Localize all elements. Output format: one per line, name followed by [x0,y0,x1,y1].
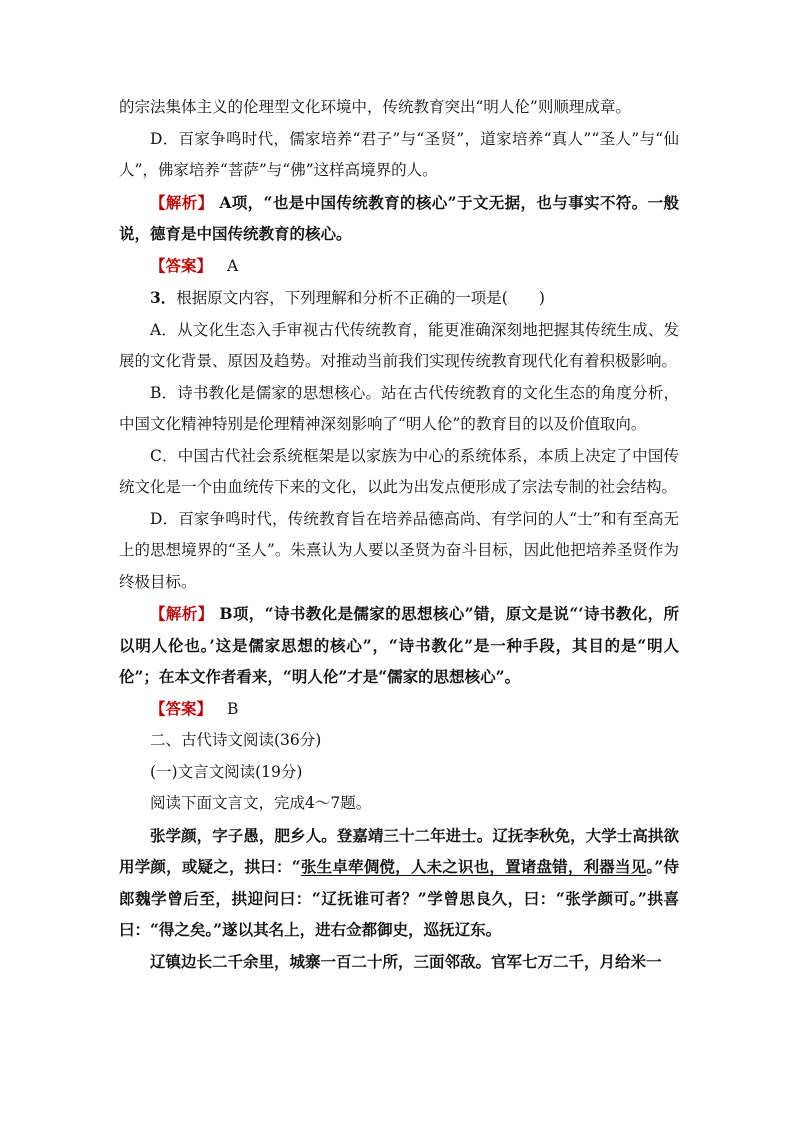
text-line: 的宗法集体主义的伦理型文化环境中，传统教育突出“明人伦”则顺理成章。 [119,98,631,116]
instruction: 阅读下面文言文，完成4～7题。 [150,794,372,812]
subsection-title: (一)文言文阅读(19分) [150,762,303,781]
underlined-sentence: 张生卓荦倜傥，人未之识也，置诸盘错，利器当见 [300,857,647,876]
analysis-q3 [119,598,679,693]
passage-text: 张学颜，字子愚，肥乡人。登嘉靖三十二年进士。辽抚李秋免，大学士高拱欲用学颜，或疑之，拱曰：“ [119,825,679,876]
section-2-title: 二、古代诗文阅读(36分) [150,731,322,749]
option-d-q2: D．百家争鸣时代，儒家培养“君子”与“圣贤”，道家培养“真人”“圣人”与“仙人”，佛家培养“菩萨”与“佛”这样高境界的人。 [119,129,679,179]
answer-value: A [226,256,239,275]
option-b-q3: B．诗书教化是儒家的思想核心。站在古代传统教育的文化生态的角度分析，中国文化精神特别是伦理精神深刻影响了“明人伦”的教育目的以及价值取向。 [119,383,679,433]
option-a-q3: A．从文化生态入手审视古代传统教育，能更准确深刻地把握其传统生成、发展的文化背景、原因及趋势。对推动当前我们实现传统教育现代化有着积极影响。 [119,320,679,370]
question-number: 3． [150,288,177,307]
passage-paragraph-2: 辽镇边长二千余里，城寨一百二十所，三面邻敌。官军七万二千，月给米一 [150,951,662,971]
answer-value: B [226,699,239,718]
analysis-tag: 【解析】 [150,192,214,212]
answer-tag: 【答案】 [150,698,213,718]
question-3-stem [119,282,679,315]
passage-paragraph-1 [119,820,679,946]
analysis-text: A项，“也是中国传统教育的核心”于文无据，也与事实不符。一般说，德育是中国传统教育的核心。 [119,192,679,243]
option-d-q3: D．百家争鸣时代，传统教育旨在培养品德高尚、有学问的人“士”和有至高无上的思想境界的“圣人”。朱熹认为人要以圣贤为奋斗目标，因此他把培养圣贤作为终极目标。 [119,509,679,591]
option-c-q3: C．中国古代社会系统框架是以家族为中心的系统体系，本质上决定了中国传统文化是一个由血统传下来的文化，以此为出发点便形成了宗法专制的社会结构。 [119,446,679,496]
analysis-text: B项，“诗书教化是儒家的思想核心”错，原文是说“‘诗书教化，所以明人伦也。’这是儒家思想的核心”，“诗书教化”是一种手段，其目的是“明人伦”；在本文作者看来，“明人伦”才是“儒家的思想核心”。 [119,604,679,686]
passage-text: 。”侍郎魏学曾后至，拱迎问曰：“辽抚谁可者？”学曾思良久，曰：“张学颜可。”拱喜曰：“得之矣。”遂以其名上，进右佥都御史，巡抚辽东。 [119,857,679,939]
analysis-q2 [119,187,679,250]
question-text: 根据原文内容，下列理解和分析不正确的一项是( ) [176,289,545,307]
answer-tag: 【答案】 [150,255,213,275]
analysis-tag: 【解析】 [150,604,214,623]
answer-q2 [119,250,679,283]
document-page [119,92,679,977]
answer-q3 [119,693,679,726]
